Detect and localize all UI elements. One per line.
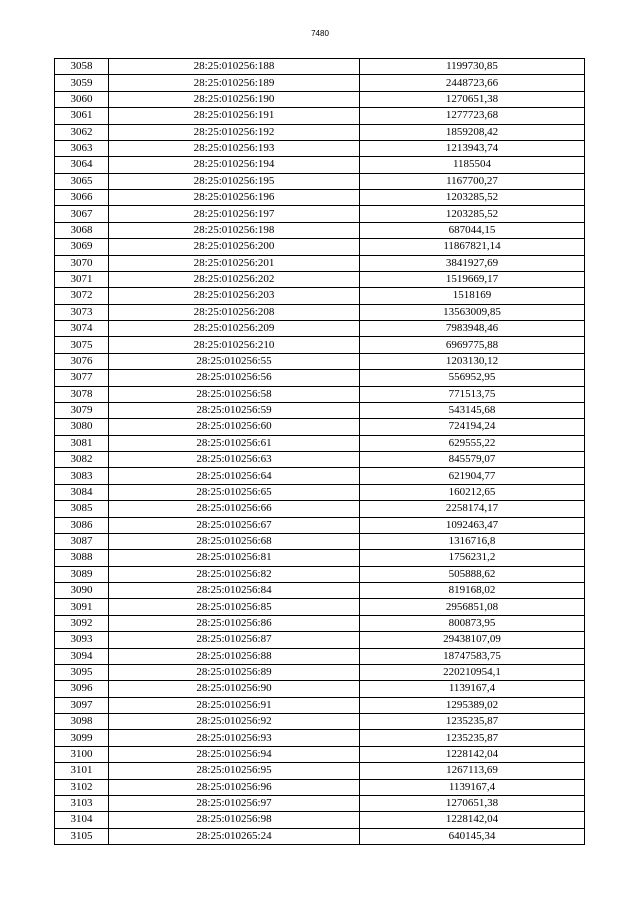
row-number-cell: 3092	[55, 615, 109, 631]
cadastral-number-cell: 28:25:010256:81	[109, 550, 360, 566]
cadastral-value-cell: 1270651,38	[360, 91, 585, 107]
cadastral-number-cell: 28:25:010256:94	[109, 746, 360, 762]
table-row	[55, 190, 585, 206]
cadastral-number-cell: 28:25:010256:90	[109, 681, 360, 697]
cadastral-number-cell: 28:25:010256:92	[109, 714, 360, 730]
cadastral-number-cell: 28:25:010256:68	[109, 533, 360, 549]
row-number-cell: 3084	[55, 484, 109, 500]
row-number-cell: 3058	[55, 59, 109, 75]
cadastral-value-cell: 29438107,09	[360, 632, 585, 648]
table-row	[55, 533, 585, 549]
cadastral-value-cell: 18747583,75	[360, 648, 585, 664]
cadastral-value-cell: 2258174,17	[360, 501, 585, 517]
cadastral-number-cell: 28:25:010256:66	[109, 501, 360, 517]
table-row	[55, 321, 585, 337]
row-number-cell: 3081	[55, 435, 109, 451]
cadastral-value-cell: 13563009,85	[360, 304, 585, 320]
table-row	[55, 222, 585, 238]
cadastral-value-cell: 621904,77	[360, 468, 585, 484]
cadastral-value-cell: 1185504	[360, 157, 585, 173]
row-number-cell: 3087	[55, 533, 109, 549]
cadastral-number-cell: 28:25:010256:95	[109, 763, 360, 779]
row-number-cell: 3070	[55, 255, 109, 271]
row-number-cell: 3091	[55, 599, 109, 615]
cadastral-value-cell: 1213943,74	[360, 140, 585, 156]
cadastral-value-cell: 1203130,12	[360, 353, 585, 369]
table-row	[55, 583, 585, 599]
table-row	[55, 828, 585, 844]
table-row	[55, 452, 585, 468]
table-row	[55, 746, 585, 762]
cadastral-number-cell: 28:25:010256:88	[109, 648, 360, 664]
table-row	[55, 353, 585, 369]
cadastral-value-cell: 1518169	[360, 288, 585, 304]
row-number-cell: 3059	[55, 75, 109, 91]
cadastral-number-cell: 28:25:010256:87	[109, 632, 360, 648]
table-row	[55, 59, 585, 75]
cadastral-number-cell: 28:25:010256:193	[109, 140, 360, 156]
table-row	[55, 157, 585, 173]
cadastral-number-cell: 28:25:010256:203	[109, 288, 360, 304]
page-number: 7480	[311, 29, 329, 38]
table-row	[55, 763, 585, 779]
cadastral-number-cell: 28:25:010256:190	[109, 91, 360, 107]
cadastral-value-cell: 556952,95	[360, 370, 585, 386]
row-number-cell: 3102	[55, 779, 109, 795]
row-number-cell: 3090	[55, 583, 109, 599]
table-row	[55, 435, 585, 451]
row-number-cell: 3071	[55, 271, 109, 287]
row-number-cell: 3104	[55, 812, 109, 828]
table-row	[55, 124, 585, 140]
cadastral-number-cell: 28:25:010256:196	[109, 190, 360, 206]
cadastral-number-cell: 28:25:010256:61	[109, 435, 360, 451]
row-number-cell: 3095	[55, 664, 109, 680]
cadastral-value-cell: 1203285,52	[360, 206, 585, 222]
table-row	[55, 173, 585, 189]
row-number-cell: 3068	[55, 222, 109, 238]
table-row	[55, 550, 585, 566]
cadastral-number-cell: 28:25:010265:24	[109, 828, 360, 844]
row-number-cell: 3062	[55, 124, 109, 140]
cadastral-number-cell: 28:25:010256:86	[109, 615, 360, 631]
cadastral-value-cell: 160212,65	[360, 484, 585, 500]
table-row	[55, 140, 585, 156]
table-row	[55, 566, 585, 582]
cadastral-number-cell: 28:25:010256:93	[109, 730, 360, 746]
row-number-cell: 3077	[55, 370, 109, 386]
cadastral-number-cell: 28:25:010256:89	[109, 664, 360, 680]
row-number-cell: 3096	[55, 681, 109, 697]
row-number-cell: 3101	[55, 763, 109, 779]
table-row	[55, 370, 585, 386]
cadastral-number-cell: 28:25:010256:85	[109, 599, 360, 615]
table-row	[55, 697, 585, 713]
cadastral-value-table	[54, 58, 585, 845]
cadastral-value-cell: 819168,02	[360, 583, 585, 599]
cadastral-value-cell: 1270651,38	[360, 795, 585, 811]
row-number-cell: 3073	[55, 304, 109, 320]
cadastral-number-cell: 28:25:010256:63	[109, 452, 360, 468]
table-row	[55, 304, 585, 320]
cadastral-value-cell: 1519669,17	[360, 271, 585, 287]
row-number-cell: 3078	[55, 386, 109, 402]
cadastral-number-cell: 28:25:010256:210	[109, 337, 360, 353]
table-row	[55, 75, 585, 91]
cadastral-number-cell: 28:25:010256:67	[109, 517, 360, 533]
table-row	[55, 648, 585, 664]
table-row	[55, 386, 585, 402]
cadastral-number-cell: 28:25:010256:195	[109, 173, 360, 189]
table-body	[55, 59, 585, 845]
cadastral-number-cell: 28:25:010256:200	[109, 239, 360, 255]
cadastral-number-cell: 28:25:010256:192	[109, 124, 360, 140]
cadastral-value-cell: 11867821,14	[360, 239, 585, 255]
cadastral-value-cell: 687044,15	[360, 222, 585, 238]
table-row	[55, 517, 585, 533]
cadastral-value-cell: 1199730,85	[360, 59, 585, 75]
cadastral-value-cell: 1139167,4	[360, 681, 585, 697]
cadastral-value-cell: 1092463,47	[360, 517, 585, 533]
cadastral-number-cell: 28:25:010256:82	[109, 566, 360, 582]
cadastral-number-cell: 28:25:010256:55	[109, 353, 360, 369]
table-row	[55, 337, 585, 353]
row-number-cell: 3097	[55, 697, 109, 713]
cadastral-value-cell: 1277723,68	[360, 108, 585, 124]
table-row	[55, 419, 585, 435]
row-number-cell: 3100	[55, 746, 109, 762]
cadastral-number-cell: 28:25:010256:98	[109, 812, 360, 828]
row-number-cell: 3080	[55, 419, 109, 435]
cadastral-value-cell: 1228142,04	[360, 746, 585, 762]
cadastral-number-cell: 28:25:010256:194	[109, 157, 360, 173]
table-row	[55, 108, 585, 124]
table-row	[55, 795, 585, 811]
cadastral-value-cell: 1316716,8	[360, 533, 585, 549]
cadastral-number-cell: 28:25:010256:198	[109, 222, 360, 238]
cadastral-value-cell: 3841927,69	[360, 255, 585, 271]
row-number-cell: 3076	[55, 353, 109, 369]
row-number-cell: 3074	[55, 321, 109, 337]
cadastral-value-cell: 1235235,87	[360, 714, 585, 730]
table-row	[55, 239, 585, 255]
cadastral-value-cell: 724194,24	[360, 419, 585, 435]
row-number-cell: 3060	[55, 91, 109, 107]
cadastral-number-cell: 28:25:010256:201	[109, 255, 360, 271]
cadastral-number-cell: 28:25:010256:64	[109, 468, 360, 484]
cadastral-value-cell: 543145,68	[360, 402, 585, 418]
cadastral-number-cell: 28:25:010256:97	[109, 795, 360, 811]
row-number-cell: 3065	[55, 173, 109, 189]
row-number-cell: 3086	[55, 517, 109, 533]
table-row	[55, 779, 585, 795]
cadastral-number-cell: 28:25:010256:208	[109, 304, 360, 320]
row-number-cell: 3075	[55, 337, 109, 353]
cadastral-value-cell: 1139167,4	[360, 779, 585, 795]
cadastral-value-cell: 1295389,02	[360, 697, 585, 713]
cadastral-number-cell: 28:25:010256:188	[109, 59, 360, 75]
row-number-cell: 3085	[55, 501, 109, 517]
cadastral-number-cell: 28:25:010256:189	[109, 75, 360, 91]
table-row	[55, 255, 585, 271]
cadastral-number-cell: 28:25:010256:202	[109, 271, 360, 287]
cadastral-value-cell: 2448723,66	[360, 75, 585, 91]
cadastral-value-cell: 2956851,08	[360, 599, 585, 615]
cadastral-value-cell: 1167700,27	[360, 173, 585, 189]
table-row	[55, 501, 585, 517]
cadastral-value-cell: 800873,95	[360, 615, 585, 631]
row-number-cell: 3069	[55, 239, 109, 255]
cadastral-value-cell: 1859208,42	[360, 124, 585, 140]
table-row	[55, 91, 585, 107]
table-row	[55, 288, 585, 304]
cadastral-value-cell: 1228142,04	[360, 812, 585, 828]
cadastral-number-cell: 28:25:010256:65	[109, 484, 360, 500]
row-number-cell: 3067	[55, 206, 109, 222]
cadastral-number-cell: 28:25:010256:59	[109, 402, 360, 418]
table-row	[55, 664, 585, 680]
row-number-cell: 3082	[55, 452, 109, 468]
cadastral-number-cell: 28:25:010256:56	[109, 370, 360, 386]
cadastral-value-cell: 629555,22	[360, 435, 585, 451]
row-number-cell: 3061	[55, 108, 109, 124]
row-number-cell: 3105	[55, 828, 109, 844]
row-number-cell: 3088	[55, 550, 109, 566]
table-row	[55, 714, 585, 730]
cadastral-value-cell: 1235235,87	[360, 730, 585, 746]
table-row	[55, 812, 585, 828]
table-row	[55, 730, 585, 746]
row-number-cell: 3083	[55, 468, 109, 484]
cadastral-value-cell: 771513,75	[360, 386, 585, 402]
table-row	[55, 599, 585, 615]
cadastral-value-cell: 1267113,69	[360, 763, 585, 779]
row-number-cell: 3079	[55, 402, 109, 418]
cadastral-value-cell: 505888,62	[360, 566, 585, 582]
row-number-cell: 3072	[55, 288, 109, 304]
cadastral-number-cell: 28:25:010256:91	[109, 697, 360, 713]
cadastral-value-cell: 1203285,52	[360, 190, 585, 206]
table-row	[55, 681, 585, 697]
row-number-cell: 3066	[55, 190, 109, 206]
row-number-cell: 3103	[55, 795, 109, 811]
row-number-cell: 3093	[55, 632, 109, 648]
cadastral-number-cell: 28:25:010256:191	[109, 108, 360, 124]
row-number-cell: 3098	[55, 714, 109, 730]
row-number-cell: 3089	[55, 566, 109, 582]
table-row	[55, 271, 585, 287]
cadastral-number-cell: 28:25:010256:60	[109, 419, 360, 435]
row-number-cell: 3063	[55, 140, 109, 156]
table-row	[55, 402, 585, 418]
cadastral-value-cell: 640145,34	[360, 828, 585, 844]
row-number-cell: 3094	[55, 648, 109, 664]
cadastral-number-cell: 28:25:010256:58	[109, 386, 360, 402]
table-row	[55, 206, 585, 222]
cadastral-number-cell: 28:25:010256:209	[109, 321, 360, 337]
cadastral-value-cell: 6969775,88	[360, 337, 585, 353]
cadastral-number-cell: 28:25:010256:84	[109, 583, 360, 599]
row-number-cell: 3064	[55, 157, 109, 173]
cadastral-value-cell: 220210954,1	[360, 664, 585, 680]
cadastral-value-cell: 7983948,46	[360, 321, 585, 337]
cadastral-value-cell: 845579,07	[360, 452, 585, 468]
table-row	[55, 468, 585, 484]
table-row	[55, 632, 585, 648]
cadastral-value-cell: 1756231,2	[360, 550, 585, 566]
cadastral-number-cell: 28:25:010256:197	[109, 206, 360, 222]
table-row	[55, 615, 585, 631]
cadastral-number-cell: 28:25:010256:96	[109, 779, 360, 795]
row-number-cell: 3099	[55, 730, 109, 746]
table-row	[55, 484, 585, 500]
